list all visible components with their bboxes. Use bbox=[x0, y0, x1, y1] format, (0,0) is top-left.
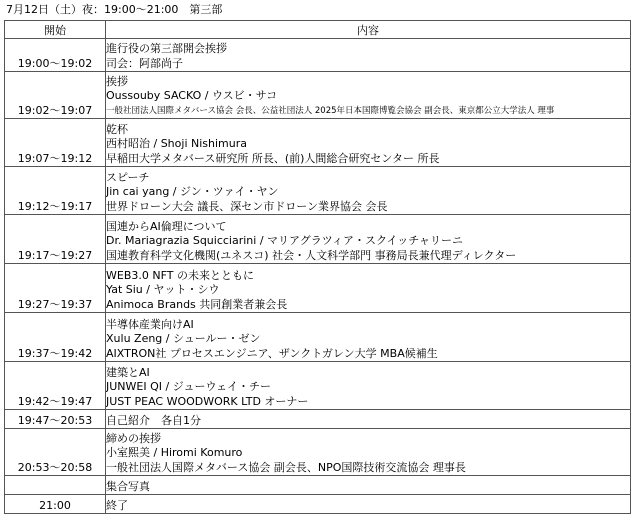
row-time: 19:00〜19:02 bbox=[5, 39, 106, 72]
row-time: 19:47〜20:53 bbox=[5, 410, 106, 429]
table-row bbox=[5, 39, 631, 72]
row-time bbox=[5, 476, 106, 495]
table-row bbox=[5, 313, 631, 362]
content-line: 西村昭治 / Shoji Nishimura bbox=[106, 137, 247, 150]
content-line: 一般社団法人国際メタバース協会 副会長、NPO国際技術交流協会 理事長 bbox=[106, 460, 466, 474]
row-time: 20:53〜20:58 bbox=[5, 429, 106, 476]
content-line: 一般社団法人国際メタバース協会 会長、公益社団法人 2025年日本国際博覧会協会 副会長、東京都公立大学法人 理事 bbox=[106, 105, 555, 116]
row-time: 19:02〜19:07 bbox=[5, 72, 106, 119]
table-row bbox=[5, 429, 631, 476]
content-line: 早稲田大学メタバース研究所 所長、(前)人間総合研究センター 所長 bbox=[106, 151, 440, 165]
row-time: 19:17〜19:27 bbox=[5, 215, 106, 264]
row-content bbox=[106, 167, 631, 215]
content-line: Dr. Mariagrazia Squicciarini / マリアグラツィア・スクイッチャリーニ bbox=[106, 234, 463, 247]
content-line: 自己紹介 各自1分 bbox=[106, 413, 201, 427]
row-content bbox=[106, 264, 631, 313]
row-time: 19:12〜19:17 bbox=[5, 167, 106, 215]
row-content bbox=[106, 119, 631, 167]
table-row bbox=[5, 264, 631, 313]
table-row bbox=[5, 119, 631, 167]
content-line: Yat Siu / ヤット・シウ bbox=[106, 283, 220, 296]
row-content bbox=[106, 429, 631, 476]
row-content bbox=[106, 476, 631, 495]
row-content bbox=[106, 362, 631, 410]
content-line: 挨拶 bbox=[106, 74, 128, 88]
table-row bbox=[5, 215, 631, 264]
row-time: 19:37〜19:42 bbox=[5, 313, 106, 362]
content-line: JUST PEAC WOODWORK LTD オーナー bbox=[106, 394, 309, 408]
schedule-table bbox=[4, 20, 631, 514]
content-line: 世界ドローン大会 議長、深セン市ドローン業界協会 会長 bbox=[106, 199, 388, 213]
table-row bbox=[5, 362, 631, 410]
content-line: AIXTRON社 プロセスエンジニア、ザンクトガレン大学 MBA候補生 bbox=[106, 346, 438, 360]
content-line: JUNWEI QI / ジューウェイ・チー bbox=[106, 380, 272, 393]
table-row bbox=[5, 410, 631, 429]
content-line: Oussouby SACKO / ウスビ・サコ bbox=[106, 89, 278, 102]
table-row bbox=[5, 72, 631, 119]
content-line: Animoca Brands 共同創業者兼会長 bbox=[106, 297, 288, 311]
table-header-row bbox=[5, 21, 631, 39]
content-line: 建築とAI bbox=[106, 365, 150, 379]
content-line: 司会：阿部尚子 bbox=[106, 56, 183, 70]
content-line: 終了 bbox=[106, 498, 128, 512]
content-line: WEB3.0 NFT の未来とともに bbox=[106, 268, 254, 282]
row-time: 19:42〜19:47 bbox=[5, 362, 106, 410]
content-line: Jin cai yang / ジン・ツァイ・ヤン bbox=[106, 185, 279, 198]
content-line: 半導体産業向けAI bbox=[106, 317, 194, 331]
content-line: 乾杯 bbox=[106, 122, 128, 136]
content-line: 国連教育科学文化機関(ユネスコ) 社会・人文科学部門 事務局長兼代理ディレクター bbox=[106, 248, 517, 262]
row-time: 21:00 bbox=[5, 495, 106, 514]
row-time: 19:27〜19:37 bbox=[5, 264, 106, 313]
row-content bbox=[106, 495, 631, 514]
row-content bbox=[106, 39, 631, 72]
content-line: スピーチ bbox=[106, 170, 150, 184]
table-row bbox=[5, 476, 631, 495]
content-line: 国連からAI倫理について bbox=[106, 219, 227, 233]
content-line: 集合写真 bbox=[106, 479, 150, 493]
column-header-content: 内容 bbox=[106, 21, 631, 39]
content-line: Xulu Zeng / シュールー・ゼン bbox=[106, 332, 261, 345]
row-content bbox=[106, 313, 631, 362]
content-line: 進行役の第三部開会挨拶 bbox=[106, 42, 227, 55]
row-content bbox=[106, 410, 631, 429]
table-row bbox=[5, 167, 631, 215]
content-line: 小室熙美 / Hiromi Komuro bbox=[106, 446, 243, 459]
schedule-title: 7月12日（土）夜：19:00〜21:00 第三部 bbox=[6, 3, 223, 16]
row-content bbox=[106, 215, 631, 264]
row-content bbox=[106, 72, 631, 119]
column-header-start: 開始 bbox=[5, 21, 106, 39]
row-time: 19:07〜19:12 bbox=[5, 119, 106, 167]
content-line: 締めの挨拶 bbox=[106, 431, 161, 445]
table-row bbox=[5, 495, 631, 514]
